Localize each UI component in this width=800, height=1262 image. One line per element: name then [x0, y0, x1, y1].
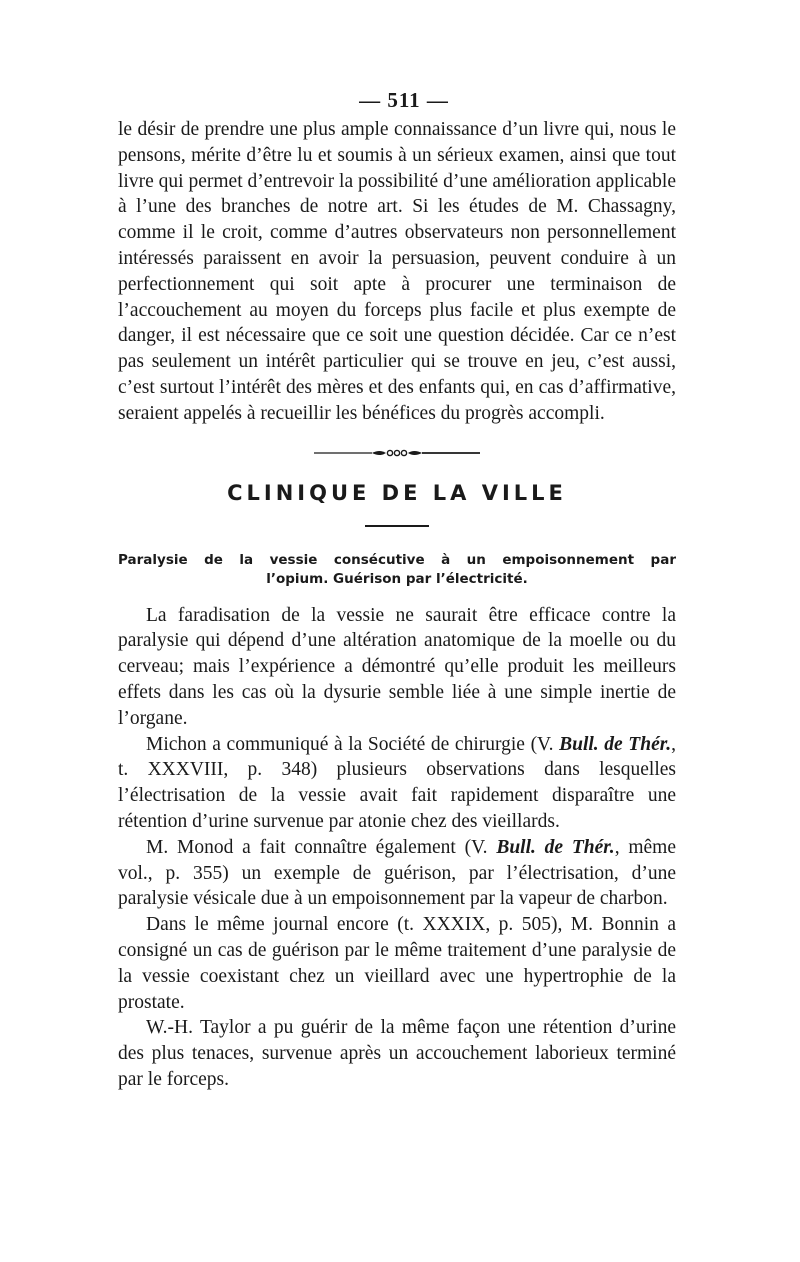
body-paragraph-3: [118, 835, 676, 912]
article-title: [118, 551, 676, 589]
title-rule: [365, 525, 429, 527]
body-paragraph-2: [118, 732, 676, 835]
section-ornament: [118, 447, 676, 459]
body-paragraph-4: Dans le même journal encore (t. XXXIX, p. 505), M. Bonnin a consigné un cas de guérison par le même traitement d’une paralysie de la vessie coexistant chez un vieillard avec une hypertrophie de la prostate.: [118, 914, 676, 1013]
paragraph-2-after: , t. XXXVIII, p. 348) plusieurs observations dans lesquelles l’électrisation de la vessie avait fait rapidement disparaître une rétention d’urine survenue par atonie chez des vieillards.: [118, 733, 676, 832]
paragraph-2-before: Michon a communiqué à la Société de chirurgie (V.: [146, 733, 560, 755]
section-title: CLINIQUE DE LA VILLE: [227, 480, 567, 505]
paragraph-3-after: , même vol., p. 355) un exemple de guérison, par l’électrisation, d’une paralysie vésicale due à un empoisonnement par la vapeur de charbon.: [118, 836, 676, 910]
paragraph-3-before: M. Monod a fait connaître également (V.: [146, 836, 497, 858]
intro-paragraph: le désir de prendre une plus ample connaissance d’un livre qui, nous le pensons, mérite d’être lu et soumis à un sérieux examen, ainsi que tout livre qui permet d’entrevoir la possibilité d’une amélioration applicable à l’une des branches de notre art. Si les études de M. Chassagny, comme il le croit, comme d’autres observateurs non personnellement intéressés paraissent en avoir la persuasion, peuvent conduire à un perfectionnement qui soit apte à procurer une terminaison de l’accouchement au moyen du forceps plus facile et plus exempte de danger, il est nécessaire que ce soit une question décidée. Car ce n’est pas seulement un intérêt particulier qui se trouve en jeu, c’est aussi, c’est surtout l’intérêt des mères et des enfants qui, en cas d’affirmative, seraient appelés à recueillir les bénéfices du progrès accompli.: [118, 119, 676, 424]
ornament-divider-icon: [314, 447, 480, 459]
page-number: — 511 —: [359, 88, 449, 112]
body-paragraph-1: La faradisation de la vessie ne saurait être efficace contre la paralysie qui dépend d’une altération anatomique de la moelle ou du cerveau; mais l’expérience a démontré qu’elle produit les meilleurs effets dans les cas où la dysurie semble liée à une simple inertie de l’organe.: [118, 604, 676, 729]
article-title-line-1: Paralysie de la vessie consécutive à un empoisonnement par: [118, 551, 676, 568]
book-page: [118, 88, 676, 1093]
journal-citation: Bull. de Thér.: [496, 836, 615, 858]
journal-citation: Bull. de Thér.: [559, 733, 672, 755]
article-title-line-2: l’opium. Guérison par l’électricité.: [266, 570, 528, 587]
body-paragraph-5: W.-H. Taylor a pu guérir de la même façon une rétention d’urine des plus tenaces, survenue après un accouchement laborieux terminé par le forceps.: [118, 1017, 676, 1090]
